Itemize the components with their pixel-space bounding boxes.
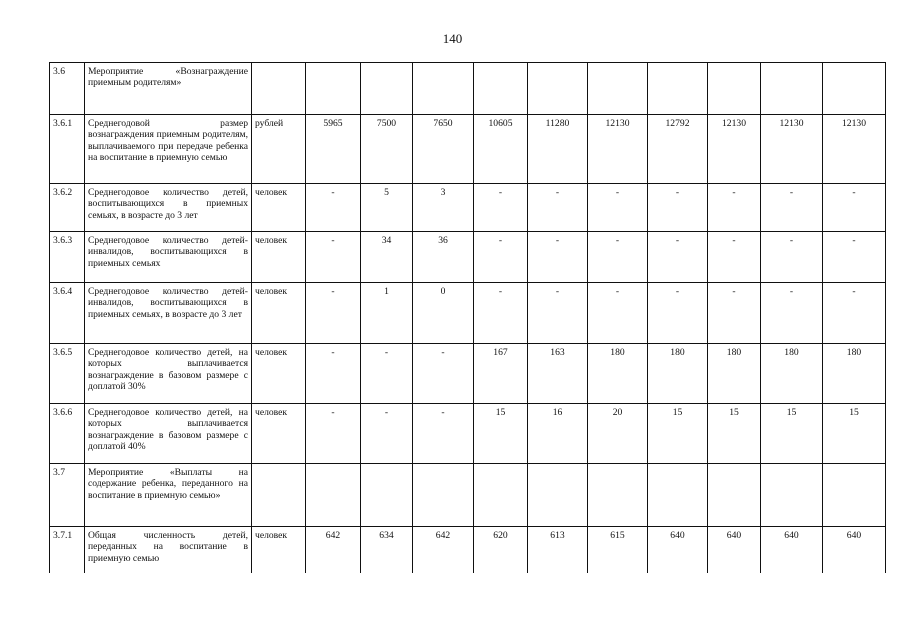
row-number-cell: 3.6.2 <box>50 184 85 232</box>
row-number-cell: 3.6.1 <box>50 115 85 184</box>
indicator-description-cell: Мероприятие «Вознаграждение приемным родителям» <box>85 63 252 115</box>
value-cell: 12130 <box>823 115 886 184</box>
value-cell <box>588 464 648 527</box>
row-number-cell: 3.6.5 <box>50 344 85 404</box>
value-cell: - <box>474 283 528 344</box>
table-body <box>50 63 886 573</box>
table-row <box>50 232 886 283</box>
value-cell: 12130 <box>708 115 761 184</box>
value-cell <box>413 63 474 115</box>
value-cell: 640 <box>648 527 708 573</box>
value-cell: 180 <box>588 344 648 404</box>
value-cell: 15 <box>648 404 708 464</box>
indicator-description-cell: Среднегодовое количество детей-инвалидов, воспитывающихся в приемных семьях <box>85 232 252 283</box>
value-cell <box>648 63 708 115</box>
value-cell: - <box>306 283 361 344</box>
value-cell: - <box>306 344 361 404</box>
unit-cell: рублей <box>252 115 306 184</box>
value-cell: - <box>648 232 708 283</box>
value-cell: - <box>528 232 588 283</box>
value-cell: 1 <box>361 283 413 344</box>
value-cell: - <box>823 232 886 283</box>
table-row <box>50 283 886 344</box>
value-cell: 7500 <box>361 115 413 184</box>
value-cell: - <box>474 232 528 283</box>
value-cell: 640 <box>708 527 761 573</box>
value-cell: - <box>413 344 474 404</box>
value-cell: 12130 <box>588 115 648 184</box>
value-cell <box>708 464 761 527</box>
value-cell <box>823 63 886 115</box>
value-cell: 180 <box>648 344 708 404</box>
value-cell <box>306 464 361 527</box>
value-cell: 15 <box>761 404 823 464</box>
value-cell: 180 <box>761 344 823 404</box>
value-cell: - <box>648 283 708 344</box>
table-row <box>50 184 886 232</box>
value-cell: - <box>306 184 361 232</box>
value-cell: 16 <box>528 404 588 464</box>
value-cell: 5 <box>361 184 413 232</box>
table-row <box>50 344 886 404</box>
table-row <box>50 527 886 573</box>
unit-cell: человек <box>252 344 306 404</box>
value-cell <box>361 464 413 527</box>
value-cell: 20 <box>588 404 648 464</box>
row-number-cell: 3.7.1 <box>50 527 85 573</box>
table-row <box>50 115 886 184</box>
row-number-cell: 3.6.6 <box>50 404 85 464</box>
row-number-cell: 3.6.3 <box>50 232 85 283</box>
value-cell: - <box>361 344 413 404</box>
value-cell: - <box>474 184 528 232</box>
unit-cell: человек <box>252 184 306 232</box>
value-cell: 634 <box>361 527 413 573</box>
value-cell <box>306 63 361 115</box>
unit-cell <box>252 63 306 115</box>
value-cell <box>528 464 588 527</box>
value-cell: - <box>361 404 413 464</box>
unit-cell: человек <box>252 232 306 283</box>
value-cell: - <box>823 283 886 344</box>
value-cell: - <box>708 184 761 232</box>
value-cell: - <box>648 184 708 232</box>
page-number: 140 <box>442 31 463 46</box>
value-cell <box>413 464 474 527</box>
value-cell <box>528 63 588 115</box>
value-cell <box>823 464 886 527</box>
value-cell <box>708 63 761 115</box>
table-row <box>50 404 886 464</box>
value-cell: - <box>588 232 648 283</box>
value-cell: 11280 <box>528 115 588 184</box>
value-cell: 642 <box>413 527 474 573</box>
value-cell: - <box>708 283 761 344</box>
value-cell: 12130 <box>761 115 823 184</box>
value-cell: - <box>761 283 823 344</box>
indicator-description-cell: Среднегодовое количество детей, на которых выплачивается вознаграждение в базовом размере с доплатой 40% <box>85 404 252 464</box>
value-cell: 15 <box>708 404 761 464</box>
indicator-description-cell: Среднегодовое количество детей, на которых выплачивается вознаграждение в базовом размере с доплатой 30% <box>85 344 252 404</box>
value-cell <box>761 63 823 115</box>
indicator-description-cell: Среднегодовое количество детей-инвалидов, воспитывающихся в приемных семьях, в возрасте до 3 лет <box>85 283 252 344</box>
indicator-description-cell: Мероприятие «Выплаты на содержание ребенка, переданного на воспитание в приемную семью» <box>85 464 252 527</box>
value-cell: 613 <box>528 527 588 573</box>
value-cell: 180 <box>823 344 886 404</box>
value-cell: 3 <box>413 184 474 232</box>
value-cell: 180 <box>708 344 761 404</box>
unit-cell: человек <box>252 404 306 464</box>
row-number-cell: 3.7 <box>50 464 85 527</box>
value-cell: 167 <box>474 344 528 404</box>
value-cell: - <box>306 404 361 464</box>
value-cell: - <box>413 404 474 464</box>
value-cell: 640 <box>761 527 823 573</box>
value-cell: 36 <box>413 232 474 283</box>
unit-cell: человек <box>252 527 306 573</box>
value-cell <box>588 63 648 115</box>
value-cell: - <box>708 232 761 283</box>
value-cell: - <box>761 232 823 283</box>
value-cell: 163 <box>528 344 588 404</box>
table-row <box>50 464 886 527</box>
value-cell: 620 <box>474 527 528 573</box>
value-cell: 615 <box>588 527 648 573</box>
value-cell: 642 <box>306 527 361 573</box>
value-cell: - <box>588 184 648 232</box>
value-cell: - <box>528 283 588 344</box>
value-cell: - <box>761 184 823 232</box>
value-cell: 10605 <box>474 115 528 184</box>
value-cell: - <box>588 283 648 344</box>
value-cell <box>474 464 528 527</box>
value-cell: 5965 <box>306 115 361 184</box>
unit-cell: человек <box>252 283 306 344</box>
value-cell: - <box>528 184 588 232</box>
value-cell <box>361 63 413 115</box>
value-cell <box>761 464 823 527</box>
value-cell: 15 <box>823 404 886 464</box>
indicator-description-cell: Общая численность детей, переданных на воспитание в приемную семью <box>85 527 252 573</box>
value-cell: - <box>823 184 886 232</box>
indicators-table <box>49 62 886 573</box>
value-cell: 34 <box>361 232 413 283</box>
table-row <box>50 63 886 115</box>
indicator-description-cell: Среднегодовое количество детей, воспитывающихся в приемных семьях, в возрасте до 3 лет <box>85 184 252 232</box>
unit-cell <box>252 464 306 527</box>
value-cell: 0 <box>413 283 474 344</box>
value-cell: - <box>306 232 361 283</box>
value-cell: 640 <box>823 527 886 573</box>
value-cell <box>648 464 708 527</box>
row-number-cell: 3.6 <box>50 63 85 115</box>
value-cell <box>474 63 528 115</box>
value-cell: 7650 <box>413 115 474 184</box>
indicator-description-cell: Среднегодовой размер вознаграждения приемным родителям, выплачиваемого при передаче ребенка на воспитание в приемную семью <box>85 115 252 184</box>
row-number-cell: 3.6.4 <box>50 283 85 344</box>
value-cell: 12792 <box>648 115 708 184</box>
value-cell: 15 <box>474 404 528 464</box>
